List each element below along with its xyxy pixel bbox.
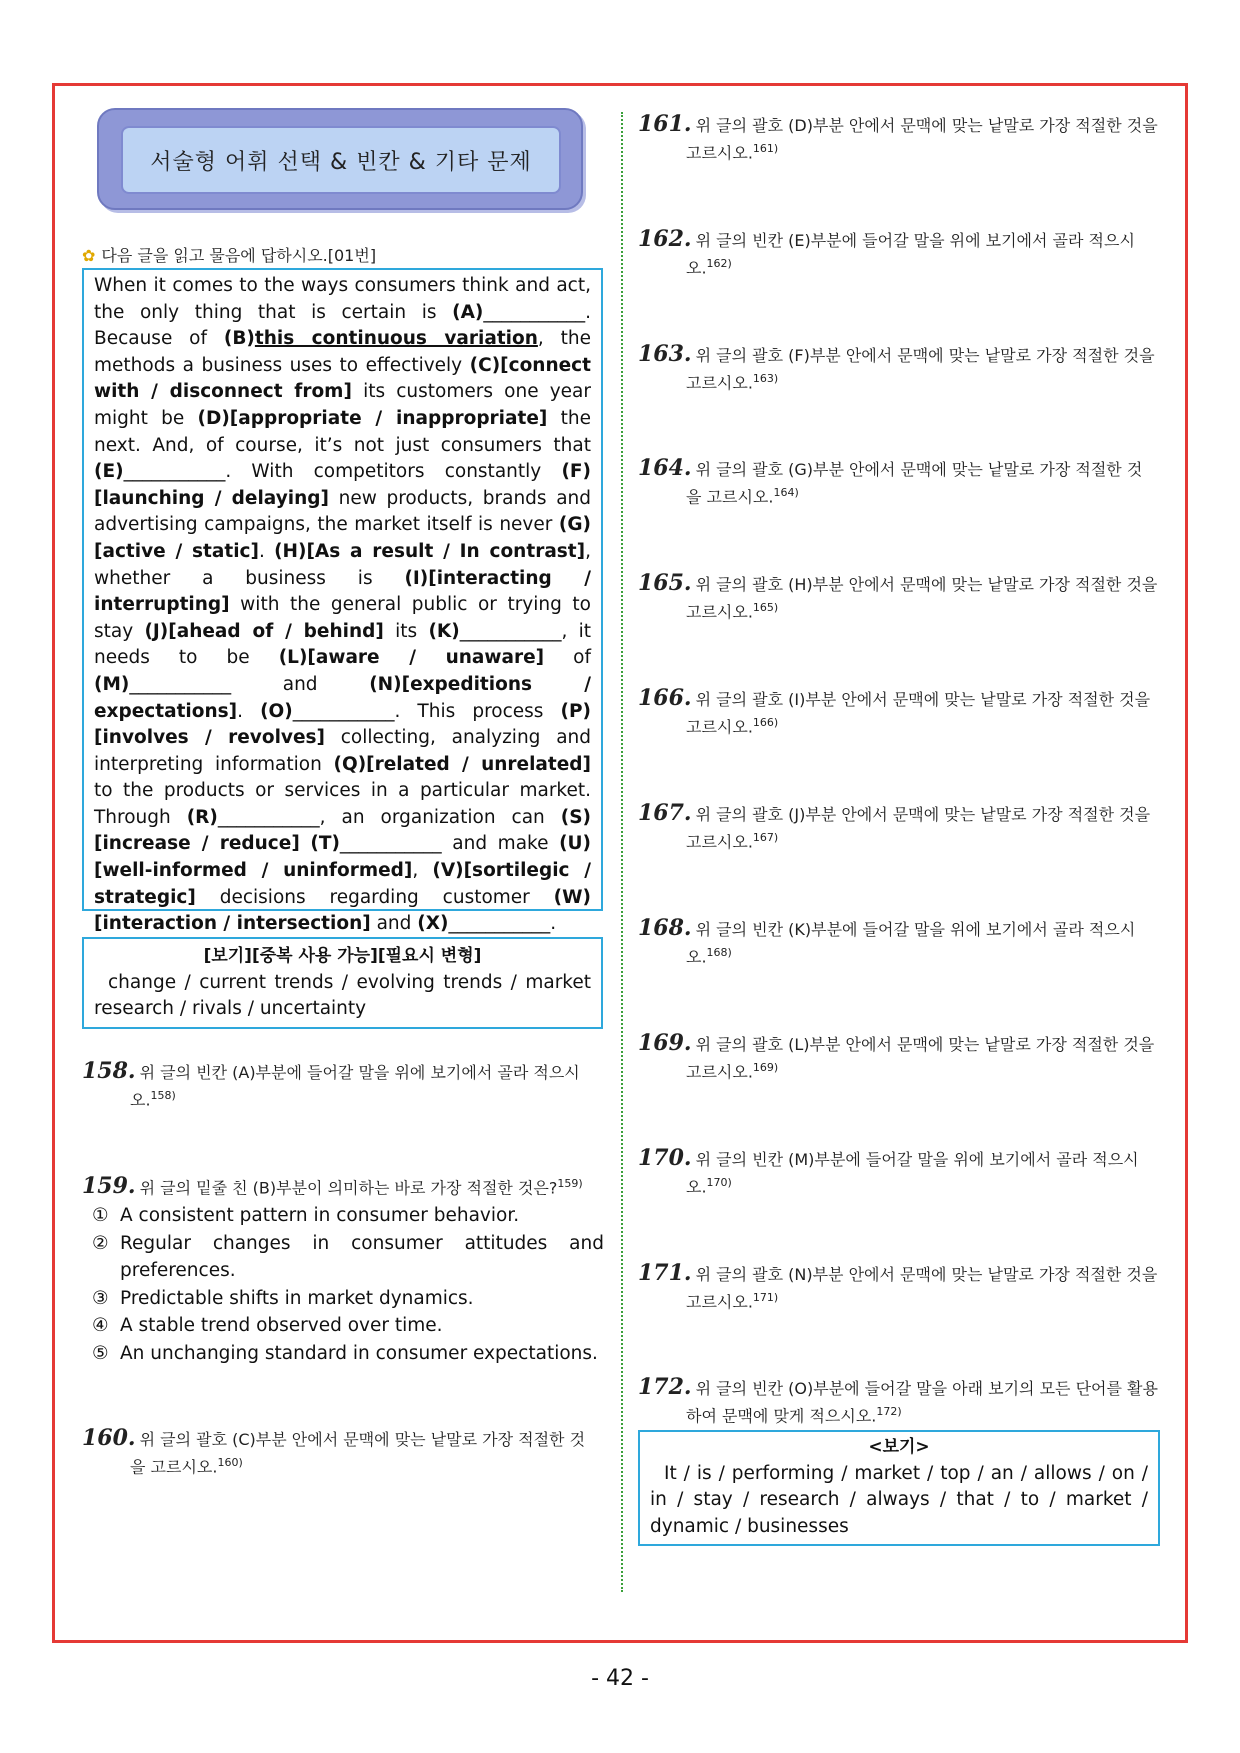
instruction-text: 다음 글을 읽고 물음에 답하시오.[01번] — [101, 246, 377, 265]
choices-159 — [92, 1202, 604, 1368]
question-168: 168. 위 글의 빈칸 (K)부분에 들어갈 말을 위에 보기에서 골라 적으시 오.$^{168)}$ — [638, 915, 1136, 967]
question-169: 169. 위 글의 괄호 (L)부분 안에서 문맥에 맞는 낱말로 가장 적절한 것을 고르시오.$^{169)}$ — [638, 1030, 1155, 1082]
title-banner — [97, 108, 583, 210]
word-bank-head: [보기][중복 사용 가능][필요시 변형] — [203, 946, 482, 966]
question-164: 164. 위 글의 괄호 (G)부분 안에서 문맥에 맞는 낱말로 가장 적절한 것 을 고르시오.$^{164)}$ — [638, 455, 1143, 507]
question-159: 159. 위 글의 밑줄 친 (B)부분이 의미하는 바로 가장 적절한 것은?$^{159)}$ — [82, 1173, 583, 1200]
scramble-words: It / is / performing / market / top / an / allows / on / in / stay / research / always / that / to / market / dynamic / businesses — [650, 1462, 1148, 1537]
page-number: - 42 - — [591, 1666, 649, 1691]
instruction — [82, 243, 376, 266]
column-divider — [621, 112, 623, 1592]
choice-5[interactable]: ⑤ An unchanging standard in consumer expectations. — [92, 1342, 598, 1364]
word-bank-box — [82, 937, 603, 1029]
choice-1[interactable]: ① A consistent pattern in consumer behavior. — [92, 1205, 520, 1226]
question-165: 165. 위 글의 괄호 (H)부분 안에서 문맥에 맞는 낱말로 가장 적절한 것을 고르시오.$^{165)}$ — [638, 570, 1158, 622]
choice-4[interactable]: ④ A stable trend observed over time. — [92, 1315, 443, 1337]
scramble-word-box — [638, 1430, 1160, 1546]
question-160: 160. 위 글의 괄호 (C)부분 안에서 문맥에 맞는 낱말로 가장 적절한 것 을 고르시오.$^{160)}$ — [82, 1425, 586, 1477]
choice-2[interactable]: ② Regular changes in consumer attitudes and preferences. — [92, 1232, 604, 1282]
question-167: 167. 위 글의 괄호 (J)부분 안에서 문맥에 맞는 낱말로 가장 적절한 것을 고르시오.$^{167)}$ — [638, 800, 1151, 852]
question-158: 158. 위 글의 빈칸 (A)부분에 들어갈 말을 위에 보기에서 골라 적으시 오.$^{158)}$ — [82, 1058, 580, 1110]
question-162: 162. 위 글의 빈칸 (E)부분에 들어갈 말을 위에 보기에서 골라 적으시 오.$^{162)}$ — [638, 226, 1135, 278]
passage-box: When it comes to the ways consumers think and act, the only thing that is certain is (A)___________. Because of (B)this continuous variation, the methods a business uses to effectively (C)[connect with / disconnect from] its customers one year might be (D)[appropriate / inappropriate] the next. And, of course, it’s not just consumers that (E)___________. With competitors constantly (F)[launching / delaying] new products, brands and advertising campaigns, the market itself is never (G)[active / static]. (H)[As a result / In contrast], whether a business is (I)[interacting / interrupting] with the general public or trying to stay (J)[ahead of / behind] its (K)___________, it needs to be (L)[aware / unaware] of (M)___________ and (N)[expeditions / expectations]. (O)___________. This process (P)[involves / revolves] collecting, analyzing and interpreting information (Q)[related / unrelated] to the products or services in a particular market. Through (R)___________, an organization can (S)[increase / reduce] (T)___________ and make (U)[well-informed / uninformed], (V)[sortilegic / strategic] decisions regarding customer (W)[interaction / intersection] and (X)___________. — [82, 268, 603, 911]
underlined-phrase: this continuous variation — [254, 328, 538, 350]
flower-icon: ✿ — [82, 246, 96, 265]
question-163: 163. 위 글의 괄호 (F)부분 안에서 문맥에 맞는 낱말로 가장 적절한 것을 고르시오.$^{163)}$ — [638, 341, 1155, 393]
question-166: 166. 위 글의 괄호 (I)부분 안에서 문맥에 맞는 낱말로 가장 적절한 것을 고르시오.$^{166)}$ — [638, 685, 1151, 737]
question-171: 171. 위 글의 괄호 (N)부분 안에서 문맥에 맞는 낱말로 가장 적절한 것을 고르시오.$^{171)}$ — [638, 1260, 1158, 1312]
question-170: 170. 위 글의 빈칸 (M)부분에 들어갈 말을 위에 보기에서 골라 적으시 오.$^{170)}$ — [638, 1145, 1139, 1197]
question-161: 161. 위 글의 괄호 (D)부분 안에서 문맥에 맞는 낱말로 가장 적절한 것을 고르시오.$^{161)}$ — [638, 111, 1158, 163]
banner-title: 서술형 어휘 선택 & 빈칸 & 기타 문제 — [121, 126, 561, 194]
word-bank-words: change / current trends / evolving trends / market research / rivals / uncertainty — [94, 971, 591, 1020]
choice-3[interactable]: ③ Predictable shifts in market dynamics. — [92, 1287, 474, 1309]
scramble-head: <보기> — [868, 1437, 930, 1457]
question-172: 172. 위 글의 빈칸 (O)부분에 들어갈 말을 아래 보기의 모든 단어를 활용 하여 문맥에 맞게 적으시오.$^{172)}$ — [638, 1374, 1158, 1426]
